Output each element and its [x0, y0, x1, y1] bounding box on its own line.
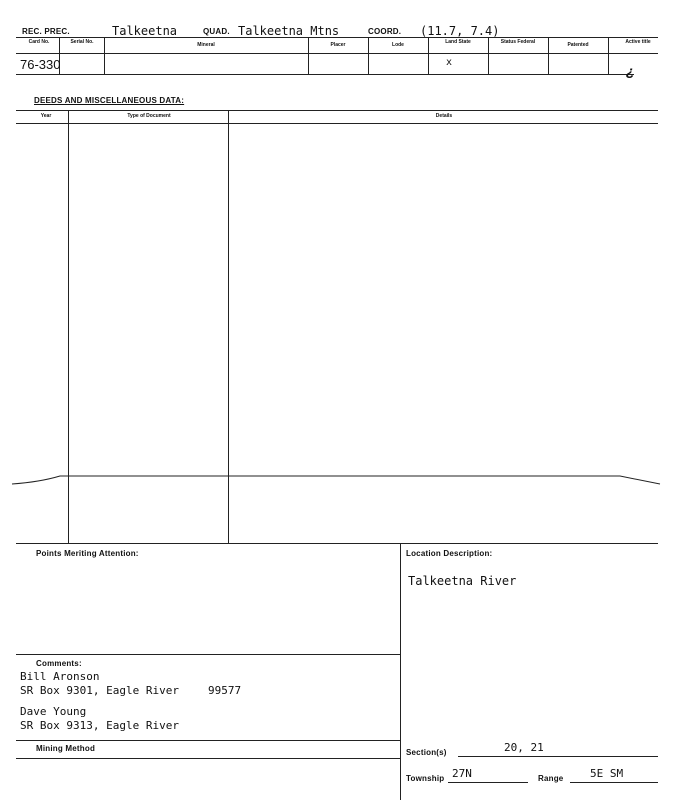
quad-label: QUAD.: [203, 27, 230, 36]
mining-top-rule: [16, 740, 400, 741]
col-active-title: Active title: [625, 39, 651, 45]
comments-line-1: Bill Aronson: [20, 670, 100, 683]
col-placer: Placer: [330, 42, 346, 48]
comments-line-3: Dave Young: [20, 705, 87, 718]
coord-value: (11.7, 7.4): [420, 24, 500, 38]
sections-underline: [458, 756, 658, 757]
location-value: Talkeetna River: [408, 574, 517, 588]
deeds-col-year: Year: [40, 113, 52, 119]
col-land-state: Land State: [445, 39, 471, 45]
points-label: Points Meriting Attention:: [36, 549, 139, 558]
active-title-mark: ¿: [626, 63, 635, 79]
location-label: Location Description:: [406, 549, 493, 558]
mining-bottom-rule: [16, 758, 400, 759]
deeds-bottom-rule: [16, 543, 658, 544]
range-value: 5E SM: [590, 767, 624, 780]
deeds-header-rule: [16, 123, 658, 124]
comments-zip: 99577: [208, 684, 242, 697]
range-underline: [570, 782, 658, 783]
deeds-title: DEEDS AND MISCELLANEOUS DATA:: [34, 96, 185, 105]
table-top-rule: [16, 37, 658, 38]
comments-label: Comments:: [36, 659, 82, 668]
deeds-col-type: Type of Document: [127, 113, 171, 119]
col-divider: [608, 38, 609, 74]
col-divider: [548, 38, 549, 74]
col-divider: [368, 38, 369, 74]
col-serial-no: Serial No.: [70, 39, 94, 45]
comments-top-rule: [16, 654, 400, 655]
township-label: Township: [406, 774, 445, 783]
land-state-mark: x: [446, 57, 453, 68]
township-underline: [448, 782, 528, 783]
township-value: 27N: [452, 767, 472, 780]
mining-label: Mining Method: [36, 744, 96, 753]
deeds-col-details: Details: [435, 113, 453, 119]
col-divider: [488, 38, 489, 74]
col-card-no: Card No.: [28, 39, 50, 45]
deeds-top-rule: [16, 110, 658, 111]
location-divider: [400, 544, 401, 800]
sections-value: 20, 21: [504, 741, 544, 754]
col-lode: Lode: [392, 42, 404, 48]
sections-label: Section(s): [406, 748, 447, 757]
col-mineral: Mineral: [197, 42, 215, 48]
rec-prec-label: REC. PREC.: [22, 27, 70, 36]
fold-line: [0, 462, 678, 496]
comments-line-2: SR Box 9301, Eagle River: [20, 684, 179, 697]
card-number: 76-330: [20, 57, 61, 72]
range-label: Range: [538, 774, 564, 783]
col-divider: [308, 38, 309, 74]
comments-line-4: SR Box 9313, Eagle River: [20, 719, 179, 732]
rec-prec-value: Talkeetna: [112, 24, 178, 38]
table-row-rule: [16, 74, 634, 75]
col-divider: [104, 38, 105, 74]
col-divider: [428, 38, 429, 74]
quad-value: Talkeetna Mtns: [238, 24, 340, 38]
col-patented: Patented: [567, 42, 589, 48]
col-status-federal: Status Federal: [500, 39, 536, 45]
table-header-rule: [16, 53, 658, 54]
coord-label: COORD.: [368, 27, 402, 36]
